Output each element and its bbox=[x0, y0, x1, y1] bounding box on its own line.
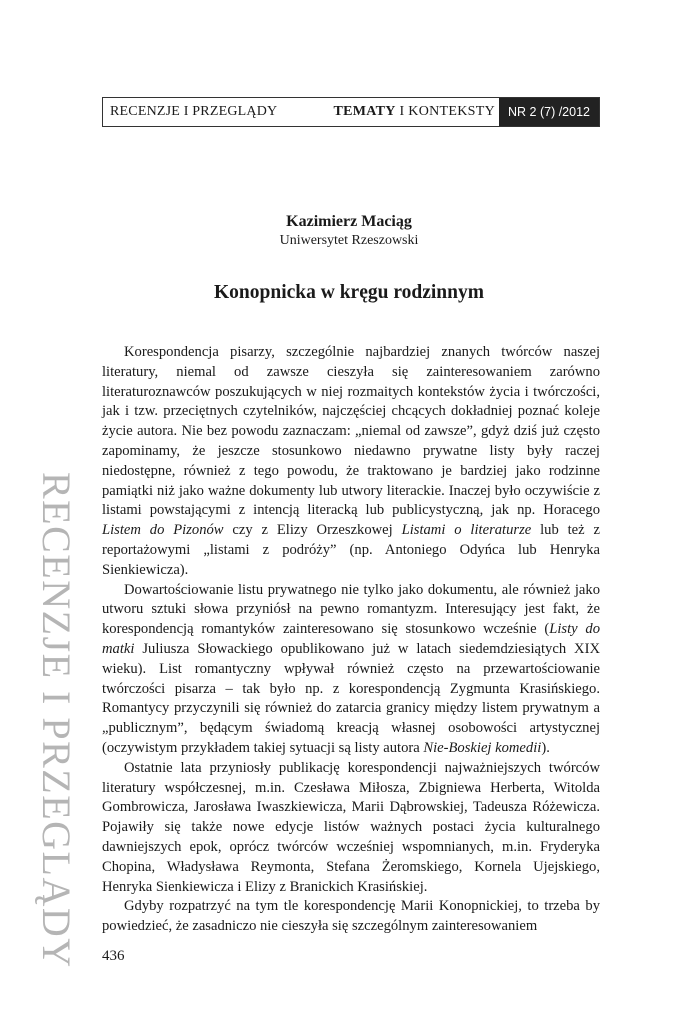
header-section: RECENZJE I PRZEGLĄDY bbox=[110, 104, 278, 119]
paragraph: Dowartościowanie listu prywatnego nie tylko jako dokumentu, ale również jako utworu sztuki słowa przyniósł na pewno romantyzm. Interesujący jest fakt, że korespondencją romantyków zainteresowano się stosunkowo wcześnie (Listy do matki Juliusza Słowackiego opublikowano już w latach siedemdziesiątych XIX wieku). List romantyczny wpływał również często na przewartościowanie twórczości pisarza – tak było np. z korespondencją Zygmunta Krasińskiego. Romantycy przyczynili się również do zatarcia granicy między listem prywatnym a „publicznym”, będącym świadomą kreacją własnej osobowości artystycznej (oczywistym przykładem takiej sytuacji są listy autora Nie-Boskiej komedii). bbox=[102, 581, 600, 756]
article-body bbox=[102, 343, 600, 937]
issue-badge: NR 2 (7) /2012 bbox=[499, 98, 599, 126]
header-journal-bold: TEMATY bbox=[333, 104, 396, 119]
side-section-label: RECENZJE I PRZEGLĄDY bbox=[34, 472, 79, 969]
page-number: 436 bbox=[102, 948, 125, 964]
paragraph: Korespondencja pisarzy, szczególnie najbardziej znanych twórców naszej literatury, niemal od zawsze cieszyła się zainteresowaniem zarówno literaturoznawców poszukujących w niej rozmaitych kontekstów życia i twórczości, jak i tzw. przeciętnych czytelników, najczęściej chcących dokładniej poznać koleje życie autora. Nie bez powodu zaznaczam: „niemal od zawsze”, gdyż dziś już często zapominamy, że jeszcze stosunkowo niedawno prywatne listy były raczej niedostępne, również z tego powodu, że traktowano je bardziej jako rodzinne pamiątki niż jako ważne dokumenty lub utwory literackie. Inaczej było oczywiście z listami powstającymi z intencją literacką lub publicystyczną, jak np. Horacego Listem do Pizonów czy z Elizy Orzeszkowej Listami o literaturze lub też z reportażowymi „listami z podróży” (np. Antoniego Odyńca lub Henryka Sienkiewicza). bbox=[102, 344, 600, 578]
paragraph: Gdyby rozpatrzyć na tym tle korespondencję Marii Konopnickiej, to trzeba by powiedzieć, że zasadniczo nie cieszyła się szczególnym zainteresowaniem bbox=[102, 898, 600, 935]
header-journal-sep: I bbox=[399, 104, 405, 119]
author-affiliation: Uniwersytet Rzeszowski bbox=[279, 233, 419, 248]
running-header bbox=[102, 97, 600, 127]
author-name: Kazimierz Maciąg bbox=[286, 213, 412, 230]
header-journal bbox=[333, 104, 495, 120]
header-journal-rest: KONTEKSTY bbox=[408, 104, 495, 119]
article-title: Konopnicka w kręgu rodzinnym bbox=[214, 282, 484, 303]
paragraph: Ostatnie lata przyniosły publikację korespondencji najważniejszych twórców literatury współczesnej, m.in. Czesława Miłosza, Zbigniewa Herberta, Witolda Gombrowicza, Jarosława Iwaszkiewicza, Marii Dąbrowskiej, Tadeusza Różewicza. Pojawiły się także nowe edycje listów ważnych postaci życia kulturalnego dawniejszych epok, oprócz twórców wcześniej wspomnianych, m.in. Fryderyka Chopina, Władysława Reymonta, Stefana Żeromskiego, Kornela Ujejskiego, Henryka Sienkiewicza i Elizy z Branickich Krasińskiej. bbox=[102, 759, 600, 895]
